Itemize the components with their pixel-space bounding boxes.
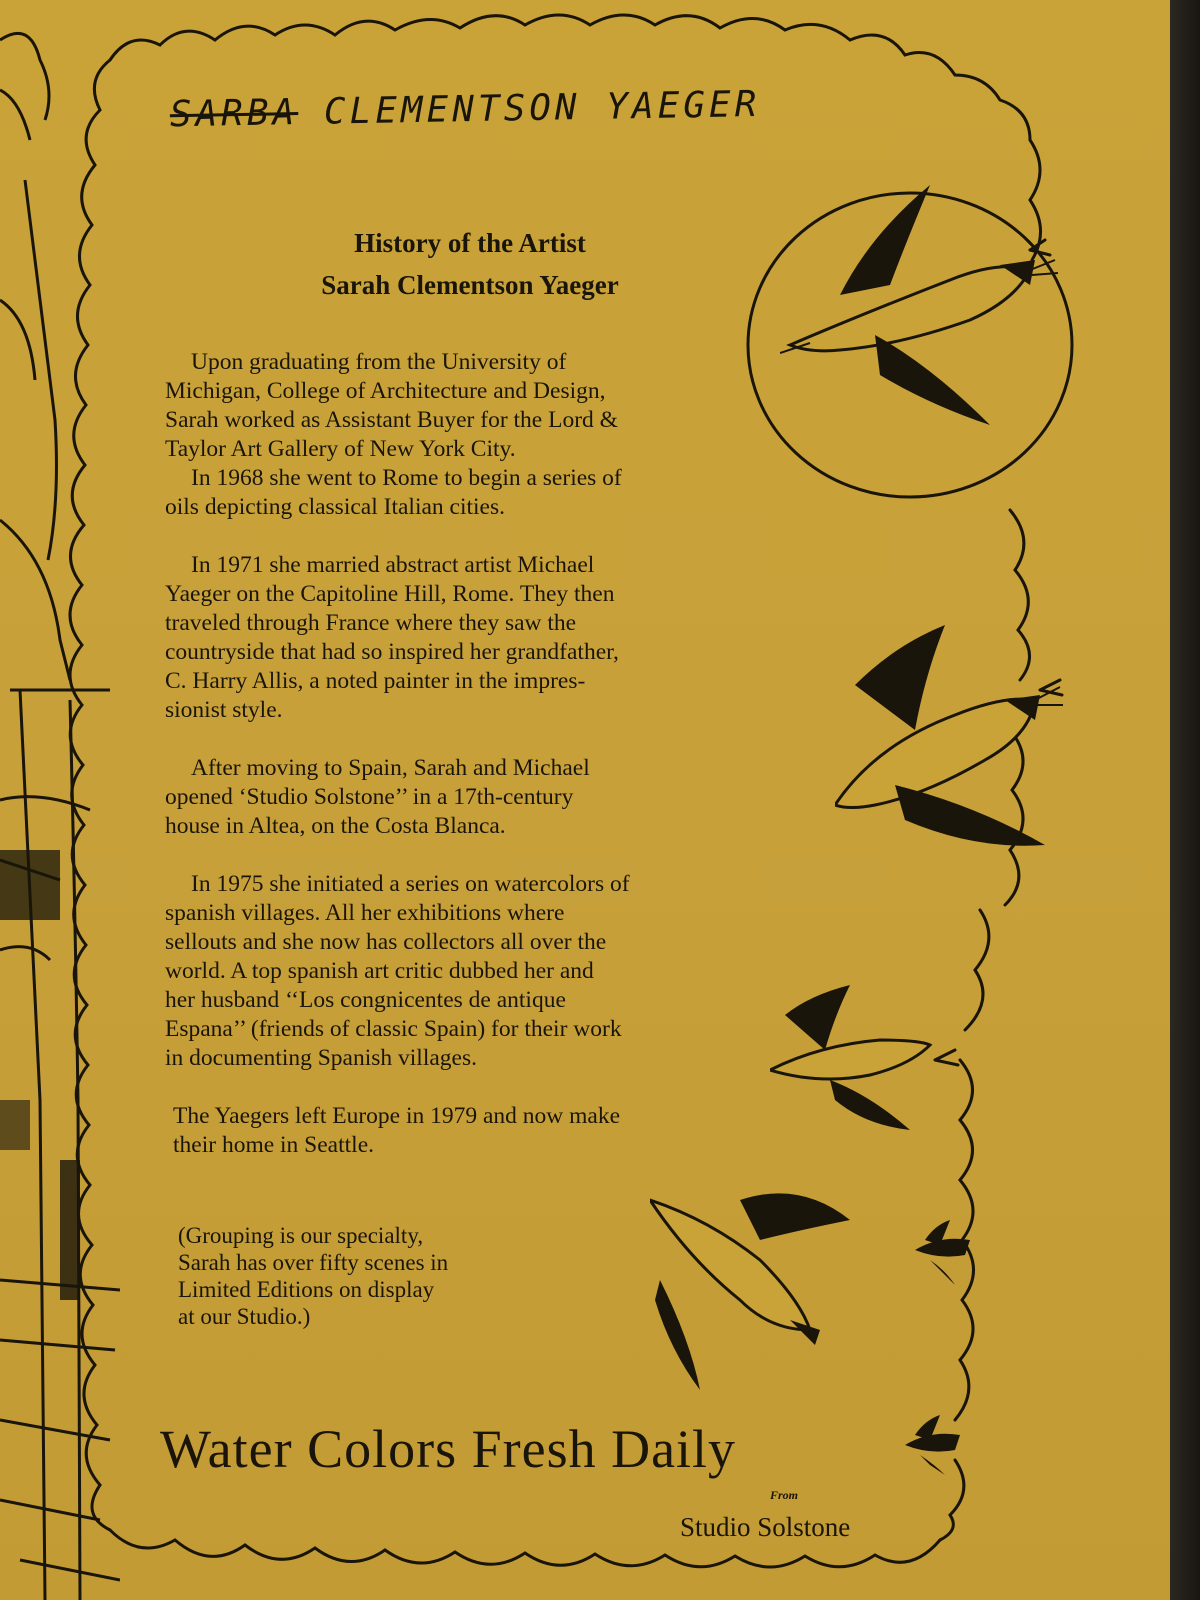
text-line: in documenting Spanish villages. — [165, 1045, 477, 1071]
text-line: C. Harry Allis, a noted painter in the impres- — [165, 668, 586, 694]
swallow-illustration-6 — [905, 1415, 975, 1475]
paragraph-6 — [165, 1102, 765, 1160]
text-line: countryside that had so inspired her grandfather, — [165, 639, 619, 665]
swallow-illustration-1 — [780, 175, 1070, 455]
text-line: spanish villages. All her exhibitions where — [165, 900, 565, 926]
paragraph-4 — [165, 754, 765, 841]
note-line: Limited Editions on display — [178, 1277, 435, 1302]
title-line-1: History of the Artist — [354, 228, 586, 258]
swallow-illustration-4 — [650, 1180, 850, 1400]
page-title — [190, 222, 750, 306]
text-line: sionist style. — [165, 697, 283, 723]
note-line: at our Studio.) — [178, 1304, 311, 1329]
text-line: The Yaegers left Europe in 1979 and now make — [173, 1103, 621, 1129]
text-line: In 1968 she went to Rome to begin a series of — [191, 465, 622, 491]
text-line: house in Altea, on the Costa Blanca. — [165, 813, 506, 839]
paragraph-5 — [165, 870, 765, 1073]
signature-name: CLEMENTSON YAEGER — [323, 83, 761, 133]
text-line: Espana’’ (friends of classic Spain) for their work — [165, 1016, 622, 1042]
paragraph-3 — [165, 551, 765, 725]
tagline: Water Colors Fresh Daily — [160, 1419, 737, 1479]
swallow-illustration-3 — [770, 985, 940, 1135]
text-line: sellouts and she now has collectors all over the — [165, 929, 607, 955]
text-line: Upon graduating from the University of — [191, 349, 567, 375]
text-line: In 1975 she initiated a series on watercolors of — [191, 871, 630, 897]
from-label: From — [770, 1488, 799, 1502]
text-line: world. A top spanish art critic dubbed her and — [165, 958, 594, 984]
text-line: Yaeger on the Capitoline Hill, Rome. They then — [165, 581, 615, 607]
note-line: Sarah has over fifty scenes in — [178, 1250, 449, 1275]
swallow-illustration-5 — [915, 1220, 985, 1290]
text-line: Michigan, College of Architecture and Design, — [165, 378, 606, 404]
paragraph-2 — [165, 464, 765, 522]
biography-text — [165, 348, 765, 1189]
text-line: opened ‘Studio Solstone’’ in a 17th-century — [165, 784, 574, 810]
title-line-2: Sarah Clementson Yaeger — [321, 270, 619, 300]
text-line: Sarah worked as Assistant Buyer for the Lord & — [165, 407, 618, 433]
text-line: In 1971 she married abstract artist Michael — [191, 552, 595, 578]
text-line: traveled through France where they saw the — [165, 610, 577, 636]
studio-name: Studio Solstone — [680, 1512, 851, 1542]
signature-crossed-out: SARBA — [169, 92, 299, 136]
text-line: their home in Seattle. — [173, 1132, 375, 1158]
note-line: (Grouping is our specialty, — [178, 1223, 424, 1248]
handwritten-signature — [170, 82, 891, 155]
paragraph-1 — [165, 348, 765, 464]
swallow-illustration-2 — [835, 625, 1075, 865]
text-line: her husband ‘‘Los congnicentes de antique — [165, 987, 566, 1013]
studio-note — [178, 1222, 538, 1330]
text-line: oils depicting classical Italian cities. — [165, 494, 505, 520]
text-line: After moving to Spain, Sarah and Michael — [191, 755, 590, 781]
text-line: Taylor Art Gallery of New York City. — [165, 436, 516, 462]
